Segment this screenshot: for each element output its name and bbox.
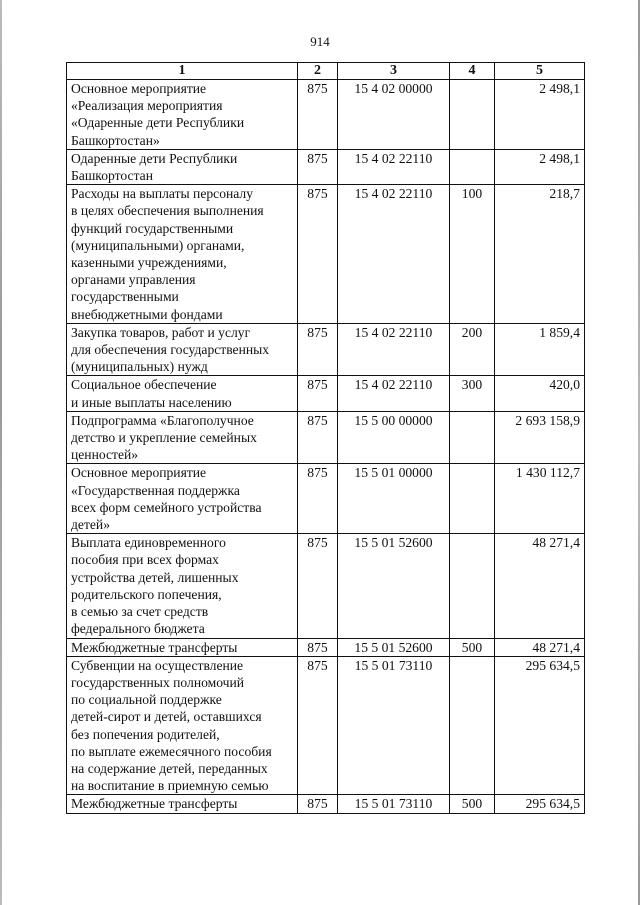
row-name-cell: Субвенции на осуществление государственных полномочий по социальной поддержке детей-сирот и детей, оставшихся без попечения родителей, по выплате ежемесячного пособия на содержание детей, переданных на воспитание в приемную семью [67,656,298,795]
header-col-3: 3 [338,63,450,80]
row-amount-cell: 218,7 [495,185,585,324]
row-name-cell: Межбюджетные трансферты [67,795,298,813]
table-row [67,185,585,324]
table-header-row [67,63,585,80]
header-col-2: 2 [298,63,338,80]
row-amount-cell: 420,0 [495,376,585,411]
header-col-4: 4 [450,63,495,80]
row-type-cell: 200 [450,323,495,376]
row-amount-cell: 48 271,4 [495,534,585,638]
table-body [67,80,585,814]
row-code-cell: 15 4 02 22110 [338,149,450,184]
table-row [67,411,585,464]
row-amount-cell: 2 498,1 [495,149,585,184]
scan-edge-left [0,0,2,905]
row-code-cell: 15 5 01 73110 [338,795,450,813]
row-code-cell: 15 4 02 22110 [338,376,450,411]
row-name-cell: Социальное обеспечение и иные выплаты населению [67,376,298,411]
table-row [67,656,585,795]
row-name-cell: Основное мероприятие «Государственная поддержка всех форм семейного устройства детей» [67,464,298,534]
row-amount-cell: 1 859,4 [495,323,585,376]
row-name-cell: Межбюджетные трансферты [67,638,298,656]
row-amount-cell: 295 634,5 [495,656,585,795]
row-code-cell: 15 4 02 22110 [338,323,450,376]
table-row [67,149,585,184]
row-amount-cell: 2 693 158,9 [495,411,585,464]
row-type-cell [450,411,495,464]
page-number: 914 [310,34,330,49]
header-col-5: 5 [495,63,585,80]
header-col-1: 1 [67,63,298,80]
table-row [67,795,585,813]
row-admin-cell: 875 [298,534,338,638]
table-row [67,638,585,656]
row-type-cell [450,464,495,534]
row-name-cell: Подпрограмма «Благополучное детство и укрепление семейных ценностей» [67,411,298,464]
table-row [67,376,585,411]
budget-table [66,62,585,814]
row-type-cell: 500 [450,638,495,656]
row-type-cell: 300 [450,376,495,411]
row-name-cell: Расходы на выплаты персоналу в целях обеспечения выполнения функций государственными (муниципальными) органами, казенными учреждениями, органами управления государственными внебюджетными фондами [67,185,298,324]
row-amount-cell: 1 430 112,7 [495,464,585,534]
row-code-cell: 15 4 02 22110 [338,185,450,324]
row-code-cell: 15 5 01 73110 [338,656,450,795]
row-admin-cell: 875 [298,464,338,534]
table-row [67,80,585,150]
row-type-cell: 500 [450,795,495,813]
row-type-cell [450,149,495,184]
row-amount-cell: 48 271,4 [495,638,585,656]
row-admin-cell: 875 [298,795,338,813]
row-admin-cell: 875 [298,411,338,464]
row-admin-cell: 875 [298,323,338,376]
row-type-cell [450,656,495,795]
row-name-cell: Закупка товаров, работ и услуг для обеспечения государственных (муниципальных) нужд [67,323,298,376]
row-amount-cell: 2 498,1 [495,80,585,150]
table-row [67,534,585,638]
row-type-cell: 100 [450,185,495,324]
row-name-cell: Выплата единовременного пособия при всех формах устройства детей, лишенных родительского попечения, в семью за счет средств федерального бюджета [67,534,298,638]
row-admin-cell: 875 [298,638,338,656]
table-row [67,464,585,534]
row-admin-cell: 875 [298,149,338,184]
row-type-cell [450,534,495,638]
row-code-cell: 15 5 01 52600 [338,534,450,638]
row-name-cell: Основное мероприятие «Реализация мероприятия «Одаренные дети Республики Башкортостан» [67,80,298,150]
row-admin-cell: 875 [298,80,338,150]
row-amount-cell: 295 634,5 [495,795,585,813]
row-admin-cell: 875 [298,656,338,795]
row-admin-cell: 875 [298,376,338,411]
row-code-cell: 15 5 00 00000 [338,411,450,464]
row-code-cell: 15 4 02 00000 [338,80,450,150]
table-row [67,323,585,376]
row-type-cell [450,80,495,150]
row-code-cell: 15 5 01 00000 [338,464,450,534]
row-code-cell: 15 5 01 52600 [338,638,450,656]
row-admin-cell: 875 [298,185,338,324]
row-name-cell: Одаренные дети Республики Башкортостан [67,149,298,184]
